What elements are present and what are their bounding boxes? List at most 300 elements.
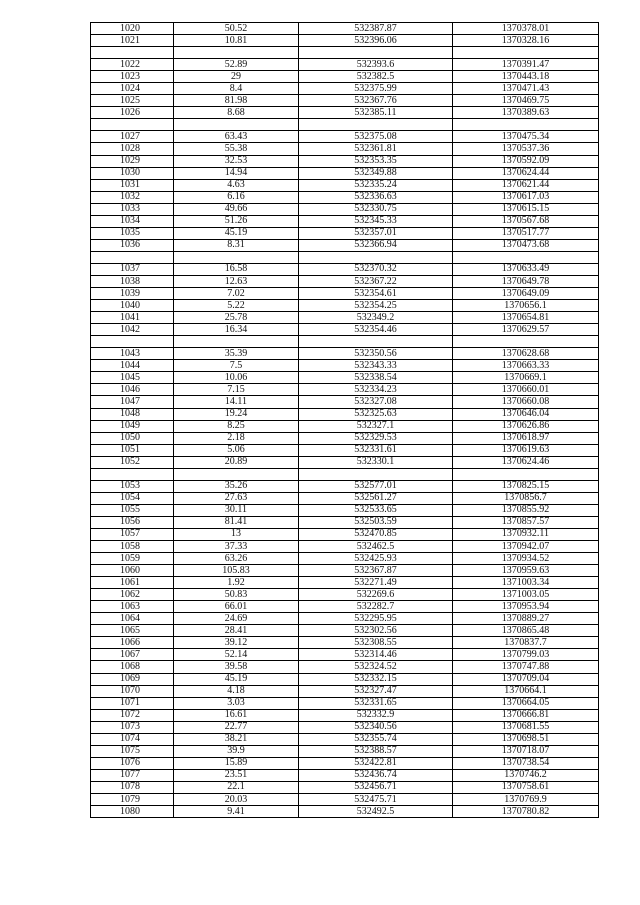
x-coordinate-cell	[299, 47, 453, 59]
x-coordinate-cell: 532533.65	[299, 504, 453, 516]
distance-cell: 14.94	[174, 167, 299, 179]
distance-cell: 16.34	[174, 324, 299, 336]
x-coordinate-cell: 532396.06	[299, 35, 453, 47]
point-id-cell: 1027	[91, 131, 174, 143]
y-coordinate-cell: 1370626.86	[453, 420, 599, 432]
y-coordinate-cell: 1370663.33	[453, 360, 599, 372]
distance-cell: 5.06	[174, 444, 299, 456]
x-coordinate-cell: 532308.55	[299, 637, 453, 649]
separator-row	[91, 119, 599, 131]
point-id-cell: 1042	[91, 324, 174, 336]
table-row	[91, 480, 599, 492]
x-coordinate-cell: 532367.22	[299, 275, 453, 287]
point-id-cell: 1065	[91, 625, 174, 637]
x-coordinate-cell: 532470.85	[299, 528, 453, 540]
point-id-cell: 1030	[91, 167, 174, 179]
point-id-cell: 1036	[91, 239, 174, 251]
y-coordinate-cell: 1370615.15	[453, 203, 599, 215]
distance-cell: 7.5	[174, 360, 299, 372]
point-id-cell: 1064	[91, 613, 174, 625]
y-coordinate-cell	[453, 119, 599, 131]
table-row	[91, 504, 599, 516]
y-coordinate-cell: 1370666.81	[453, 709, 599, 721]
distance-cell: 14.11	[174, 396, 299, 408]
y-coordinate-cell: 1370889.27	[453, 613, 599, 625]
point-id-cell: 1060	[91, 565, 174, 577]
x-coordinate-cell: 532282.7	[299, 601, 453, 613]
point-id-cell: 1050	[91, 432, 174, 444]
table-row	[91, 191, 599, 203]
table-row	[91, 661, 599, 673]
table-row	[91, 239, 599, 251]
distance-cell	[174, 251, 299, 263]
y-coordinate-cell: 1370537.36	[453, 143, 599, 155]
y-coordinate-cell: 1370618.97	[453, 432, 599, 444]
table-row	[91, 516, 599, 528]
distance-cell	[174, 468, 299, 480]
y-coordinate-cell	[453, 251, 599, 263]
x-coordinate-cell: 532331.61	[299, 444, 453, 456]
x-coordinate-cell: 532331.65	[299, 697, 453, 709]
distance-cell: 22.1	[174, 781, 299, 793]
point-id-cell: 1037	[91, 263, 174, 275]
x-coordinate-cell: 532332.9	[299, 709, 453, 721]
distance-cell: 81.98	[174, 95, 299, 107]
y-coordinate-cell: 1370718.07	[453, 745, 599, 757]
distance-cell: 32.53	[174, 155, 299, 167]
y-coordinate-cell: 1371003.34	[453, 577, 599, 589]
point-id-cell: 1026	[91, 107, 174, 119]
point-id-cell: 1021	[91, 35, 174, 47]
x-coordinate-cell: 532330.75	[299, 203, 453, 215]
x-coordinate-cell: 532335.24	[299, 179, 453, 191]
x-coordinate-cell: 532462.5	[299, 541, 453, 553]
table-row	[91, 709, 599, 721]
table-row	[91, 456, 599, 468]
y-coordinate-cell: 1370934.52	[453, 553, 599, 565]
table-row	[91, 143, 599, 155]
table-row	[91, 613, 599, 625]
distance-cell: 3.03	[174, 697, 299, 709]
x-coordinate-cell: 532422.81	[299, 757, 453, 769]
x-coordinate-cell: 532343.33	[299, 360, 453, 372]
table-row	[91, 324, 599, 336]
table-row	[91, 673, 599, 685]
table-row	[91, 23, 599, 35]
x-coordinate-cell: 532375.99	[299, 83, 453, 95]
y-coordinate-cell: 1370475.34	[453, 131, 599, 143]
x-coordinate-cell: 532327.1	[299, 420, 453, 432]
y-coordinate-cell: 1370837.7	[453, 637, 599, 649]
table-row	[91, 263, 599, 275]
x-coordinate-cell	[299, 468, 453, 480]
x-coordinate-cell: 532271.49	[299, 577, 453, 589]
point-id-cell: 1044	[91, 360, 174, 372]
x-coordinate-cell: 532503.59	[299, 516, 453, 528]
point-id-cell: 1051	[91, 444, 174, 456]
y-coordinate-cell: 1370953.94	[453, 601, 599, 613]
distance-cell: 23.51	[174, 769, 299, 781]
distance-cell: 51.26	[174, 215, 299, 227]
distance-cell: 8.68	[174, 107, 299, 119]
x-coordinate-cell: 532295.95	[299, 613, 453, 625]
x-coordinate-cell: 532357.01	[299, 227, 453, 239]
separator-row	[91, 468, 599, 480]
point-id-cell: 1057	[91, 528, 174, 540]
point-id-cell: 1072	[91, 709, 174, 721]
table-row	[91, 131, 599, 143]
y-coordinate-cell: 1370517.77	[453, 227, 599, 239]
y-coordinate-cell: 1370391.47	[453, 59, 599, 71]
distance-cell: 50.52	[174, 23, 299, 35]
point-id-cell	[91, 468, 174, 480]
table-row	[91, 781, 599, 793]
table-row	[91, 432, 599, 444]
distance-cell: 20.89	[174, 456, 299, 468]
distance-cell: 16.58	[174, 263, 299, 275]
table-row	[91, 95, 599, 107]
y-coordinate-cell: 1370769.9	[453, 794, 599, 806]
distance-cell: 4.18	[174, 685, 299, 697]
x-coordinate-cell: 532345.33	[299, 215, 453, 227]
x-coordinate-cell: 532336.63	[299, 191, 453, 203]
table-row	[91, 288, 599, 300]
x-coordinate-cell: 532393.6	[299, 59, 453, 71]
distance-cell: 19.24	[174, 408, 299, 420]
point-id-cell	[91, 336, 174, 348]
x-coordinate-cell: 532314.46	[299, 649, 453, 661]
point-id-cell: 1067	[91, 649, 174, 661]
table-row	[91, 384, 599, 396]
y-coordinate-cell: 1370629.57	[453, 324, 599, 336]
table-row	[91, 625, 599, 637]
table-row	[91, 745, 599, 757]
distance-cell: 37.33	[174, 541, 299, 553]
x-coordinate-cell: 532324.52	[299, 661, 453, 673]
x-coordinate-cell: 532436.74	[299, 769, 453, 781]
y-coordinate-cell: 1370664.1	[453, 685, 599, 697]
x-coordinate-cell: 532385.11	[299, 107, 453, 119]
distance-cell: 105.83	[174, 565, 299, 577]
y-coordinate-cell: 1370619.63	[453, 444, 599, 456]
distance-cell: 30.11	[174, 504, 299, 516]
table-row	[91, 721, 599, 733]
distance-cell: 12.63	[174, 275, 299, 287]
distance-cell: 63.43	[174, 131, 299, 143]
y-coordinate-cell: 1370825.15	[453, 480, 599, 492]
x-coordinate-cell: 532327.47	[299, 685, 453, 697]
x-coordinate-cell: 532367.76	[299, 95, 453, 107]
separator-row	[91, 336, 599, 348]
table-row	[91, 275, 599, 287]
y-coordinate-cell: 1370443.18	[453, 71, 599, 83]
point-id-cell: 1038	[91, 275, 174, 287]
distance-cell: 39.58	[174, 661, 299, 673]
distance-cell: 20.03	[174, 794, 299, 806]
point-id-cell: 1068	[91, 661, 174, 673]
y-coordinate-cell	[453, 468, 599, 480]
distance-cell: 25.78	[174, 312, 299, 324]
x-coordinate-cell: 532456.71	[299, 781, 453, 793]
distance-cell: 35.39	[174, 348, 299, 360]
distance-cell: 13	[174, 528, 299, 540]
y-coordinate-cell: 1370664.05	[453, 697, 599, 709]
point-id-cell: 1071	[91, 697, 174, 709]
table-row	[91, 541, 599, 553]
point-id-cell: 1022	[91, 59, 174, 71]
y-coordinate-cell: 1370646.04	[453, 408, 599, 420]
point-id-cell: 1076	[91, 757, 174, 769]
table-row	[91, 649, 599, 661]
table-row	[91, 155, 599, 167]
point-id-cell: 1075	[91, 745, 174, 757]
y-coordinate-cell: 1370747.88	[453, 661, 599, 673]
table-row	[91, 577, 599, 589]
point-id-cell: 1034	[91, 215, 174, 227]
table-row	[91, 372, 599, 384]
distance-cell: 81.41	[174, 516, 299, 528]
x-coordinate-cell: 532492.5	[299, 806, 453, 818]
x-coordinate-cell: 532338.54	[299, 372, 453, 384]
distance-cell: 8.4	[174, 83, 299, 95]
x-coordinate-cell: 532340.56	[299, 721, 453, 733]
table-row	[91, 300, 599, 312]
y-coordinate-cell: 1370633.49	[453, 263, 599, 275]
distance-cell: 22.77	[174, 721, 299, 733]
y-coordinate-cell: 1370698.51	[453, 733, 599, 745]
point-id-cell: 1049	[91, 420, 174, 432]
x-coordinate-cell: 532355.74	[299, 733, 453, 745]
point-id-cell: 1063	[91, 601, 174, 613]
table-row	[91, 528, 599, 540]
y-coordinate-cell: 1370628.68	[453, 348, 599, 360]
point-id-cell: 1024	[91, 83, 174, 95]
point-id-cell: 1052	[91, 456, 174, 468]
table-row	[91, 312, 599, 324]
distance-cell: 38.21	[174, 733, 299, 745]
distance-cell: 45.19	[174, 673, 299, 685]
point-id-cell: 1023	[91, 71, 174, 83]
point-id-cell: 1033	[91, 203, 174, 215]
table-row	[91, 215, 599, 227]
table-row	[91, 59, 599, 71]
separator-row	[91, 251, 599, 263]
table-row	[91, 601, 599, 613]
x-coordinate-cell: 532327.08	[299, 396, 453, 408]
point-id-cell: 1080	[91, 806, 174, 818]
point-id-cell: 1053	[91, 480, 174, 492]
table-row	[91, 637, 599, 649]
y-coordinate-cell: 1370942.07	[453, 541, 599, 553]
y-coordinate-cell: 1370780.82	[453, 806, 599, 818]
x-coordinate-cell: 532361.81	[299, 143, 453, 155]
y-coordinate-cell	[453, 336, 599, 348]
x-coordinate-cell: 532367.87	[299, 565, 453, 577]
table-row	[91, 179, 599, 191]
distance-cell: 39.9	[174, 745, 299, 757]
distance-cell: 29	[174, 71, 299, 83]
distance-cell: 2.18	[174, 432, 299, 444]
table-row	[91, 492, 599, 504]
point-id-cell	[91, 251, 174, 263]
table-row	[91, 806, 599, 818]
x-coordinate-cell: 532577.01	[299, 480, 453, 492]
table-row	[91, 107, 599, 119]
x-coordinate-cell: 532334.23	[299, 384, 453, 396]
table-row	[91, 757, 599, 769]
point-id-cell: 1047	[91, 396, 174, 408]
table-row	[91, 227, 599, 239]
table-row	[91, 697, 599, 709]
point-id-cell: 1046	[91, 384, 174, 396]
x-coordinate-cell: 532354.46	[299, 324, 453, 336]
y-coordinate-cell: 1370799.03	[453, 649, 599, 661]
point-id-cell: 1039	[91, 288, 174, 300]
y-coordinate-cell: 1370471.43	[453, 83, 599, 95]
distance-cell: 50.83	[174, 589, 299, 601]
point-id-cell	[91, 47, 174, 59]
point-id-cell: 1069	[91, 673, 174, 685]
y-coordinate-cell: 1370681.55	[453, 721, 599, 733]
point-id-cell: 1032	[91, 191, 174, 203]
distance-cell: 52.89	[174, 59, 299, 71]
table-row	[91, 348, 599, 360]
distance-cell: 55.38	[174, 143, 299, 155]
distance-cell: 6.16	[174, 191, 299, 203]
point-id-cell: 1020	[91, 23, 174, 35]
distance-cell: 7.02	[174, 288, 299, 300]
x-coordinate-cell: 532366.94	[299, 239, 453, 251]
point-id-cell: 1074	[91, 733, 174, 745]
x-coordinate-cell: 532561.27	[299, 492, 453, 504]
x-coordinate-cell: 532475.71	[299, 794, 453, 806]
table-row	[91, 769, 599, 781]
separator-row	[91, 47, 599, 59]
x-coordinate-cell: 532353.35	[299, 155, 453, 167]
point-id-cell: 1048	[91, 408, 174, 420]
x-coordinate-cell: 532388.57	[299, 745, 453, 757]
x-coordinate-cell: 532325.63	[299, 408, 453, 420]
y-coordinate-cell: 1371003.05	[453, 589, 599, 601]
table-row	[91, 396, 599, 408]
y-coordinate-cell: 1370654.81	[453, 312, 599, 324]
x-coordinate-cell: 532349.2	[299, 312, 453, 324]
table-row	[91, 589, 599, 601]
x-coordinate-cell: 532425.93	[299, 553, 453, 565]
distance-cell: 45.19	[174, 227, 299, 239]
distance-cell: 1.92	[174, 577, 299, 589]
y-coordinate-cell: 1370932.11	[453, 528, 599, 540]
y-coordinate-cell: 1370738.54	[453, 757, 599, 769]
table-row	[91, 167, 599, 179]
point-id-cell: 1070	[91, 685, 174, 697]
x-coordinate-cell: 532375.08	[299, 131, 453, 143]
table-row	[91, 685, 599, 697]
point-id-cell: 1079	[91, 794, 174, 806]
distance-cell: 66.01	[174, 601, 299, 613]
y-coordinate-cell: 1370660.01	[453, 384, 599, 396]
point-id-cell: 1045	[91, 372, 174, 384]
y-coordinate-cell: 1370857.57	[453, 516, 599, 528]
y-coordinate-cell: 1370649.09	[453, 288, 599, 300]
x-coordinate-cell: 532302.56	[299, 625, 453, 637]
distance-cell: 9.41	[174, 806, 299, 818]
coordinate-table	[90, 22, 599, 818]
y-coordinate-cell: 1370865.48	[453, 625, 599, 637]
x-coordinate-cell	[299, 119, 453, 131]
x-coordinate-cell: 532354.25	[299, 300, 453, 312]
table-row	[91, 203, 599, 215]
distance-cell: 35.26	[174, 480, 299, 492]
x-coordinate-cell: 532329.53	[299, 432, 453, 444]
y-coordinate-cell: 1370621.44	[453, 179, 599, 191]
point-id-cell: 1041	[91, 312, 174, 324]
x-coordinate-cell: 532350.56	[299, 348, 453, 360]
table-row	[91, 553, 599, 565]
distance-cell: 8.25	[174, 420, 299, 432]
y-coordinate-cell: 1370656.1	[453, 300, 599, 312]
point-id-cell: 1031	[91, 179, 174, 191]
table-row	[91, 794, 599, 806]
x-coordinate-cell: 532332.15	[299, 673, 453, 685]
table-row	[91, 83, 599, 95]
point-id-cell: 1061	[91, 577, 174, 589]
point-id-cell: 1043	[91, 348, 174, 360]
x-coordinate-cell: 532269.6	[299, 589, 453, 601]
point-id-cell: 1040	[91, 300, 174, 312]
y-coordinate-cell: 1370856.7	[453, 492, 599, 504]
distance-cell: 28.41	[174, 625, 299, 637]
point-id-cell: 1056	[91, 516, 174, 528]
distance-cell: 16.61	[174, 709, 299, 721]
y-coordinate-cell: 1370328.16	[453, 35, 599, 47]
distance-cell: 4.63	[174, 179, 299, 191]
y-coordinate-cell: 1370959.63	[453, 565, 599, 577]
y-coordinate-cell: 1370567.68	[453, 215, 599, 227]
point-id-cell: 1062	[91, 589, 174, 601]
y-coordinate-cell: 1370617.03	[453, 191, 599, 203]
table-row	[91, 71, 599, 83]
distance-cell: 49.66	[174, 203, 299, 215]
table-row	[91, 360, 599, 372]
distance-cell: 27.63	[174, 492, 299, 504]
distance-cell: 39.12	[174, 637, 299, 649]
distance-cell	[174, 336, 299, 348]
y-coordinate-cell: 1370709.04	[453, 673, 599, 685]
x-coordinate-cell: 532387.87	[299, 23, 453, 35]
y-coordinate-cell: 1370855.92	[453, 504, 599, 516]
x-coordinate-cell: 532349.88	[299, 167, 453, 179]
point-id-cell: 1058	[91, 541, 174, 553]
x-coordinate-cell	[299, 251, 453, 263]
point-id-cell: 1029	[91, 155, 174, 167]
x-coordinate-cell	[299, 336, 453, 348]
table-row	[91, 408, 599, 420]
distance-cell: 10.81	[174, 35, 299, 47]
distance-cell	[174, 119, 299, 131]
x-coordinate-cell: 532382.5	[299, 71, 453, 83]
point-id-cell: 1077	[91, 769, 174, 781]
y-coordinate-cell: 1370469.75	[453, 95, 599, 107]
x-coordinate-cell: 532370.32	[299, 263, 453, 275]
point-id-cell: 1066	[91, 637, 174, 649]
y-coordinate-cell: 1370746.2	[453, 769, 599, 781]
point-id-cell: 1078	[91, 781, 174, 793]
y-coordinate-cell: 1370624.44	[453, 167, 599, 179]
y-coordinate-cell: 1370660.08	[453, 396, 599, 408]
x-coordinate-cell: 532354.61	[299, 288, 453, 300]
point-id-cell: 1054	[91, 492, 174, 504]
